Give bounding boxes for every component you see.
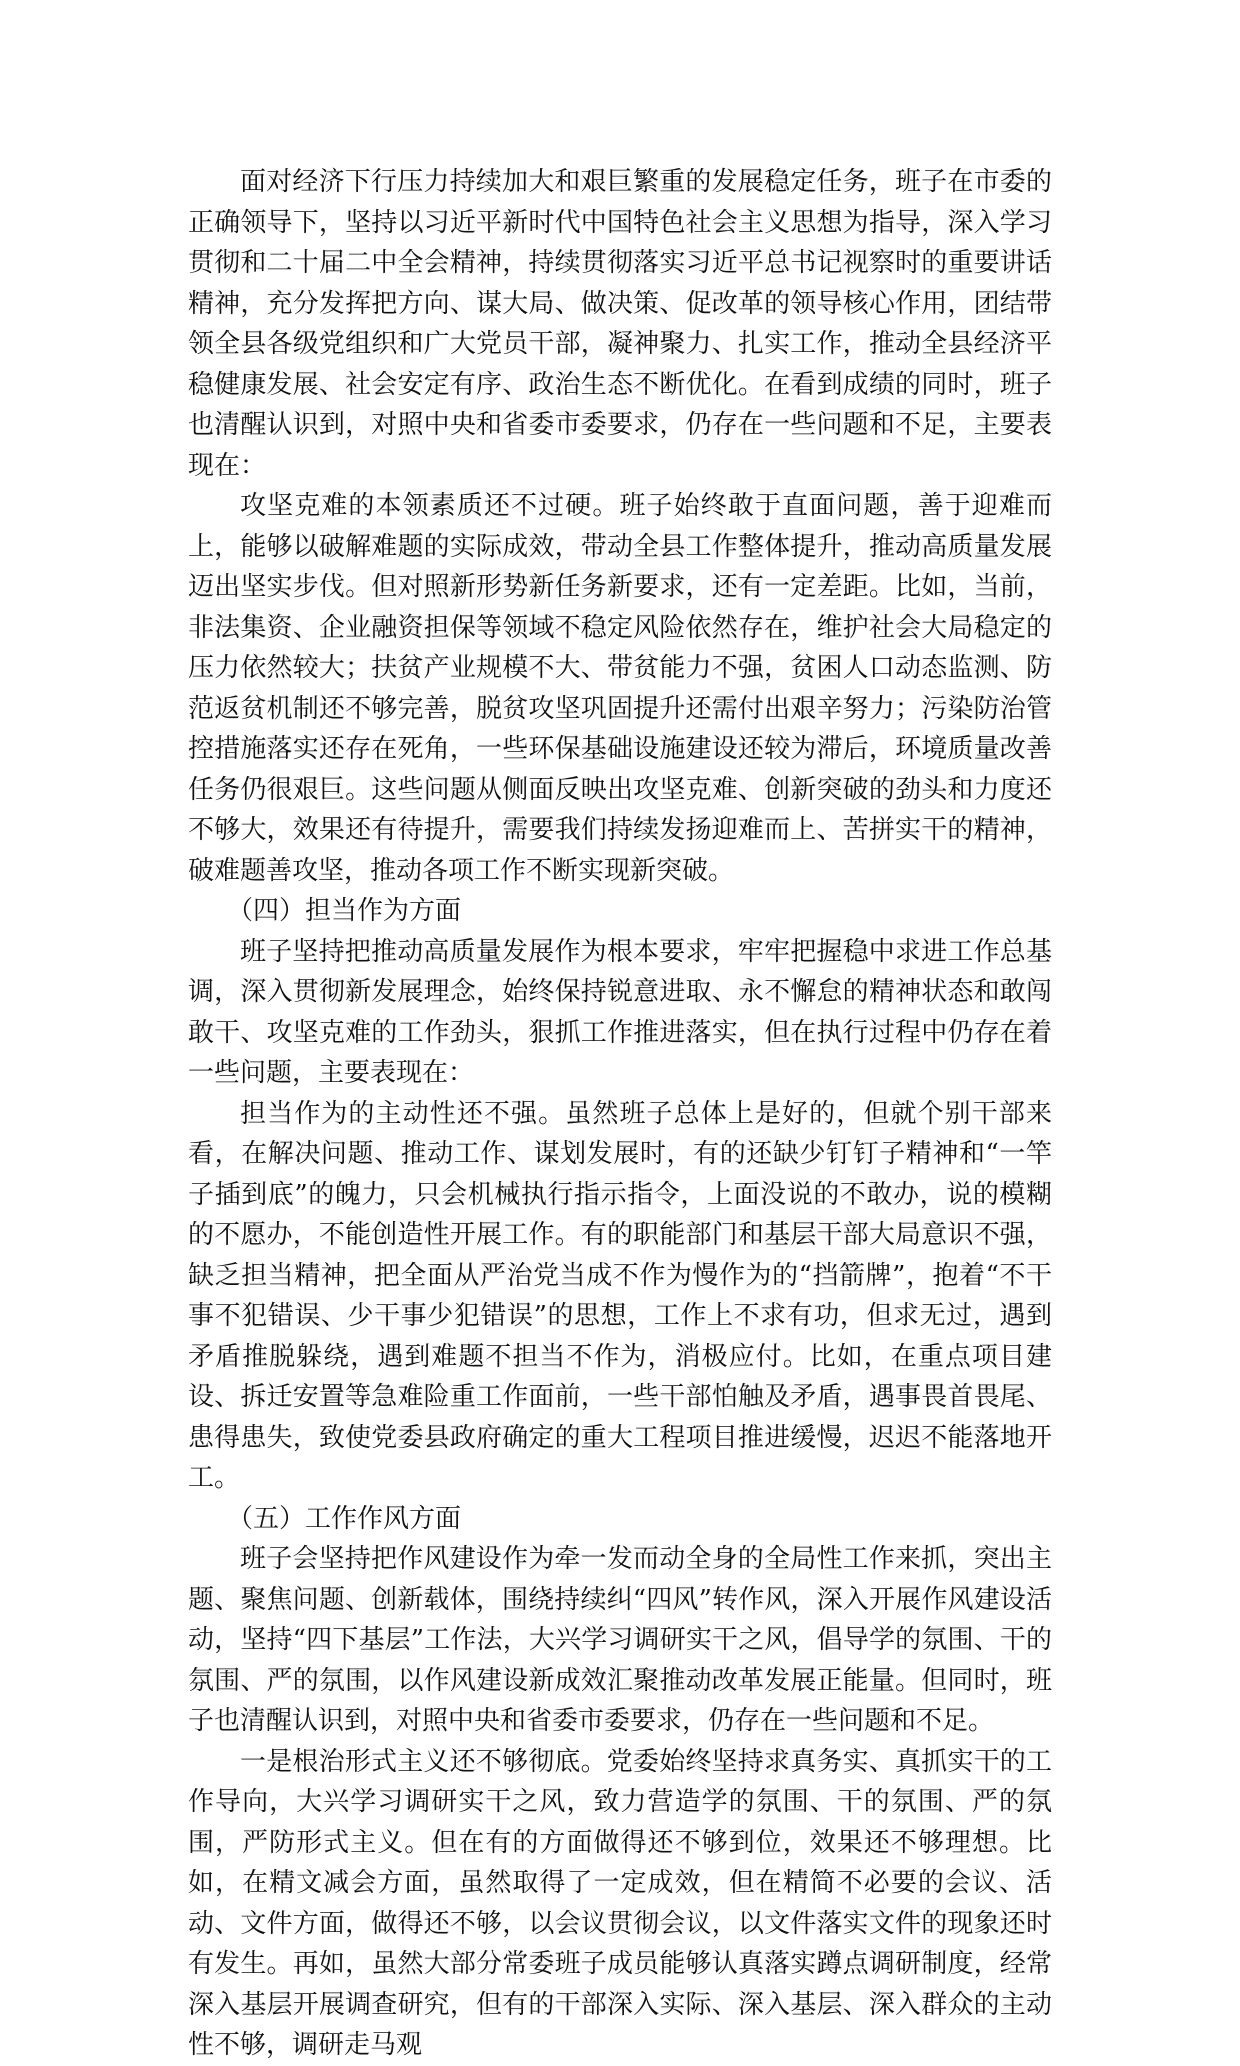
paragraph-formalism: 一是根治形式主义还不够彻底。党委始终坚持求真务实、真抓实干的工作导向，大兴学习调研实干之风，致力营造学的氛围、干的氛围、严的氛围，严防形式主义。但在有的方面做得还不够到位，效果还不够理想。比如，在精文减会方面，虽然取得了一定成效，但在精简不必要的会议、活动、文件方面，做得还不够，以会议贯彻会议，以文件落实文件的现象还时有发生。再如，虽然大部分常委班子成员能够认真落实蹲点调研制度，经常深入基层开展调查研究，但有的干部深入实际、深入基层、深入群众的主动性不够，调研走马观 — [188, 1746, 1052, 2060]
section-heading-work-style: （五）工作作风方面 — [227, 1503, 462, 1534]
paragraph-tackling-difficulties: 攻坚克难的本领素质还不过硬。班子始终敢于直面问题，善于迎难而上，能够以破解难题的实际成效，带动全县工作整体提升，推动高质量发展迈出坚实步伐。但对照新形势新任务新要求，还有一定差距。比如，当前，非法集资、企业融资担保等领域不稳定风险依然存在，维护社会大局稳定的压力依然较大；扶贫产业规模不大、带贫能力不强，贫困人口动态监测、防范返贫机制还不够完善，脱贫攻坚巩固提升还需付出艰辛努力；污染防治管控措施落实还存在死角，一些环保基础设施建设还较为滞后，环境质量改善任务仍很艰巨。这些问题从侧面反映出攻坚克难、创新突破的劲头和力度还不够大，效果还有待提升，需要我们持续发扬迎难而上、苦拼实干的精神，破难题善攻坚，推动各项工作不断实现新突破。 — [188, 491, 1052, 886]
paragraph-responsibility-initiative: 担当作为的主动性还不强。虽然班子总体上是好的，但就个别干部来看，在解决问题、推动工作、谋划发展时，有的还缺少钉钉子精神和“一竿子插到底”的魄力，只会机械执行指示指令，上面没说的不敢办，说的模糊的不愿办，不能创造性开展工作。有的职能部门和基层干部大局意识不强，缺乏担当精神，把全面从严治党当成不作为慢作为的“挡箭牌”，抱着“不干事不犯错误、少干事少犯错误”的思想，工作上不求有功，但求无过，遇到矛盾推脱躲绕，遇到难题不担当不作为，消极应付。比如，在重点项目建设、拆迁安置等急难险重工作面前，一些干部怕触及矛盾，遇事畏首畏尾、患得患失，致使党委县政府确定的重大工程项目推进缓慢，迟迟不能落地开工。 — [188, 1098, 1052, 1493]
paragraph-responsibility-intro: 班子坚持把推动高质量发展作为根本要求，牢牢把握稳中求进工作总基调，深入贯彻新发展理念，始终保持锐意进取、永不懈怠的精神状态和敢闯敢干、攻坚克难的工作劲头，狠抓工作推进落实，但在执行过程中仍存在着一些问题，主要表现在： — [188, 936, 1052, 1088]
paragraph-work-style-intro: 班子会坚持把作风建设作为牵一发而动全身的全局性工作来抓，突出主题、聚焦问题、创新载体，围绕持续纠“四风”转作风，深入开展作风建设活动，坚持“四下基层”工作法，大兴学习调研实干之风，倡导学的氛围、干的氛围、严的氛围，以作风建设新成效汇聚推动改革发展正能量。但同时，班子也清醒认识到，对照中央和省委市委要求，仍存在一些问题和不足。 — [188, 1544, 1052, 1736]
document-body — [188, 162, 1052, 2066]
intro-paragraph: 面对经济下行压力持续加大和艰巨繁重的发展稳定任务，班子在市委的正确领导下，坚持以习近平新时代中国特色社会主义思想为指导，深入学习贯彻和二十届二中全会精神，持续贯彻落实习近平总书记视察时的重要讲话精神，充分发挥把方向、谋大局、做决策、促改革的领导核心作用，团结带领全县各级党组织和广大党员干部，凝神聚力、扎实工作，推动全县经济平稳健康发展、社会安定有序、政治生态不断优化。在看到成绩的同时，班子也清醒认识到，对照中央和省委市委要求，仍存在一些问题和不足，主要表现在： — [188, 167, 1052, 481]
section-heading-responsibility: （四）担当作为方面 — [227, 896, 462, 926]
